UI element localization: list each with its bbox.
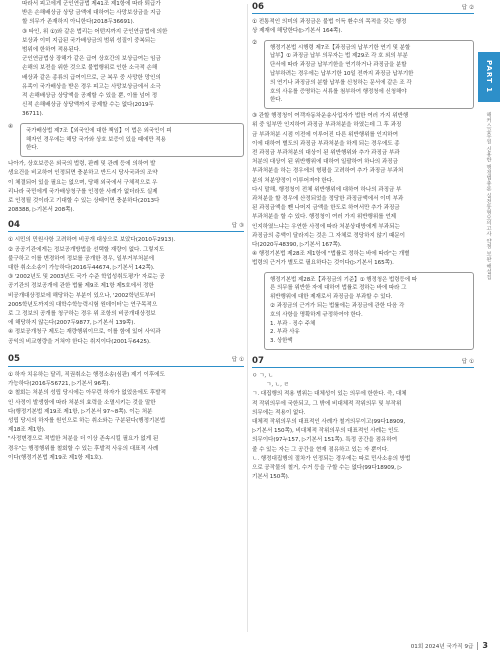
q05-body [8, 371, 244, 463]
text-line: 배상과 같은 종류의 급여이므로, 군 복무 중 사망한 망인의 [22, 74, 161, 81]
law-box-line: 납부】① 과징금 납부 의무자는 법 제29조 각 호 외의 부분 [270, 53, 408, 60]
q07-answer: 답 ① [461, 358, 474, 365]
text-line: 인 사정이 발생함에 따라 처분의 효력을 소멸시키는 것을 말한 [8, 399, 156, 406]
law-box-line: 행정기본법 제28조【과징금의 기준】① 행정청은 법령등에 따 [270, 276, 417, 283]
text-line: 이에 대하여 별도의 과징금 부과처분을 하게 되는 경우에도 종 [252, 140, 400, 147]
text-line: 에 해당하지 않는다(2007두9877, ▷기본서 139쪽). [8, 320, 136, 327]
text-line: ② 공공기관에게는 정보공개방법을 선택할 재량이 없다. 그렇지도 [8, 246, 165, 253]
text-line: 이 체결되어 있을 필요는 없으며, 당해 외국에서 구체적으로 우 [8, 179, 158, 186]
q04-body [8, 236, 244, 346]
text-line: 처분의 대상이 된 위반행위에 대하여 일괄하여 하나의 과징금 [252, 159, 398, 166]
q06-item2-marker: ② [252, 40, 257, 47]
part-tab [478, 52, 500, 102]
text-line: 범위에 한하여 적용된다. [22, 47, 81, 54]
text-line: 2005학년도까지의 대학수학능력시험 원데이터'는 연구목적으 [8, 301, 158, 308]
text-line: ③ '2002년도 및 2003년도 국가 수준 학업성취도평가' 자료는 공 [8, 274, 165, 281]
text-line: 보상과 이미 지급된 국가배상금의 범위 성질이 중복되는 [22, 37, 156, 44]
text-line: 불구하고 이를 변경하여 정보를 공개한 경우, 일부거부처분에 [8, 255, 154, 262]
q06-header [252, 0, 474, 14]
text-line: 208388, ▷기본서 208쪽). [8, 207, 75, 214]
side-book-title [483, 112, 495, 302]
law-box-line: 의 연기나 과징금의 분할 납부를 신청하는 문서에 같은 조 각 [270, 79, 412, 86]
text-line: ㄴ. 행정대집행의 절차가 인정되는 경우에는 따로 민사소송의 방법 [252, 455, 411, 462]
text-line: 유족이 국가배상을 받은 경우 피고는 사망보상금에서 소극 [22, 83, 161, 90]
law-box-line: 한다. [26, 145, 39, 152]
text-line: 전 과징금 부과처분의 대상이 된 위반행위와 추가 과징금 부과 [252, 150, 400, 156]
text-line: ① 시민의 민원사항 고려하여 비공개 대상으로 보았다(2010두2913). [8, 237, 176, 244]
text-line: 로 그 정보의 공개를 청구하는 경우 위 조항의 비공개대상정보 [8, 311, 156, 318]
q06-item2 [252, 39, 474, 109]
text-line: 손해의 보전을 위한 것으로 불법행위로 인한 소극적 손해 [22, 65, 158, 72]
law-box-line: 2. 부과 사유 [270, 329, 300, 336]
text-line: ③ 타인, 위 ①)와 같은 법리는 어떤지까지 군인연금법에 의한 [22, 28, 168, 35]
text-line: 군인연금법상 장해가 같은 급여 상호간의 보상급여는 임금 [22, 56, 161, 63]
page-number: 3 [482, 641, 488, 650]
left-column [8, 0, 244, 466]
q04-answer: 답 ③ [231, 222, 244, 229]
footer-label: 01회 2024년 국가직 9급 [410, 643, 474, 650]
text-line: ▷기본서 150쪽), 비대체적 작위의무의 대표적인 사례는 인도 [252, 428, 399, 435]
text-line: 인지하였느냐는 우연한 사정에 따라 처분상대방에게 부과되는 [252, 223, 400, 230]
text-line: ④ 행정기본법 제28조 제1항에 "법률로 정하는 바에 따라"는 개별 [252, 251, 410, 258]
law-box-line: ② 과징금의 근거가 되는 법률에는 과징금에 관한 다음 각 [270, 303, 405, 310]
law-box-line: 른 의무를 위반한 자에 대하여 법률로 정하는 바에 따라 그 [270, 285, 407, 292]
law-box-line: 국가배상법 제7조【외국인에 대한 책임】이 법은 외국인이 피 [26, 127, 172, 134]
q07-number: 07 [252, 355, 264, 366]
text-line: 가능하다(2016두56721, ▷기본서 96쪽). [8, 381, 111, 388]
q03-item4 [8, 123, 244, 158]
q07-body [252, 390, 474, 482]
law-box-line: 1. 부과 · 징수 주체 [270, 320, 316, 327]
text-line: 의무에는 적용이 없다. [252, 409, 306, 416]
right-column [252, 0, 474, 485]
text-line: 나아가, 상호보증은 외국의 법령, 판례 및 관례 등에 의하여 발 [8, 161, 156, 168]
text-line: 금 부과처분 시점 이전에 이루어진 다른 위반행위를 인지하여 [252, 131, 398, 138]
footer-divider [477, 642, 478, 650]
law-box-line: 행정기본법 시행령 제7조【과징금의 납부기한 연기 및 분할 [270, 44, 411, 51]
text-line: 과징금의 총액이 달라지는 것은 그 자체로 정당하지 않기 때문이 [252, 232, 406, 239]
text-line: 성립 당시의 하자를 원인으로 하는 취소와는 구분된다(행정기본법 [8, 417, 166, 424]
q06-answer: 답 ② [461, 4, 474, 11]
item4-marker: ④ [8, 123, 13, 130]
text-line: 받은 손해배상금 상당 금액에 대하여는 사망보상금을 지급 [22, 10, 161, 17]
law-box-article28 [264, 272, 474, 350]
text-line: 비공개대상정보에 해당하는 부분이 있으나, '2002학년도부터 [8, 292, 156, 299]
text-line: 위 중 일부만 인지하여 과징금 부과처분을 하였는데 그 후 과징 [252, 122, 402, 129]
q07-selected: ㅇ ㄱ, ㄴ [252, 373, 274, 380]
text-line: 다(행정기본법 제19조 제1항, ▷기본서 97~8쪽). 이는 처분 [8, 408, 153, 415]
text-line: 제18조 제1항). [8, 427, 46, 434]
q06-item1 [252, 18, 474, 36]
law-box-decree-article7 [264, 40, 474, 110]
law-box-line: 납부하려는 경우에는 납부기한 10일 전까지 과징금 납부기한 [270, 71, 414, 77]
law-box-line: 단서에 따라 과징금 납부기한을 연기하거나 과징금을 분할 [270, 62, 407, 69]
q07-sub: ㄱ, ㄴ, ㄹ [266, 382, 289, 389]
text-line: 따라서 피고에게 군인연금법 제41조 제1항에 따라 퇴급가 [22, 1, 161, 7]
text-line: 경우"는 행정행위를 철회할 수 있는 후발적 사유의 대표적 사례 [8, 445, 159, 452]
text-line: ① 하자 치유하는 달리, 직권취소는 행정소송(심판) 제기 이후에도 [8, 371, 165, 378]
law-box-line: 해자인 경우에는 해당 국가와 상호 보증이 있을 때에만 적용 [26, 136, 166, 143]
text-line: 리나라 국민에게 국가배상청구를 인정한 사례가 없더라도 실제 [8, 188, 158, 195]
text-line: 36711). [22, 111, 44, 118]
law-box-line: 호의 사항을 명확하게 규정하여야 한다. [270, 311, 363, 318]
text-line: 된 과징금액을 뺀 나머지 금액을 한도로 하여서만 추가 과징금 [252, 205, 400, 212]
text-line: 법령의 근거가 별도로 필요하다는 것이다(▷기본서 165쪽). [252, 260, 394, 267]
law-box-line: 3. 상한액 [270, 338, 293, 345]
text-line: ④ 정보공개청구 제도는 재량행위이므로, 이를 함에 있어 사익과 [8, 329, 161, 336]
q07-header [252, 354, 474, 368]
law-box-line: 한다. [270, 97, 283, 104]
column-divider [247, 4, 248, 632]
text-line: 분의 처분양정이 이루어져야 한다. [252, 177, 334, 184]
q06-item3-4 [252, 112, 474, 268]
q05-header [8, 353, 244, 367]
text-line: 대체적 작위의무의 대표적인 사례가 철거의무이고(99다18909, [252, 419, 406, 426]
q06-number: 06 [252, 1, 264, 12]
text-line: 이다(행정기본법 제19조 제1항 제1호). [8, 454, 103, 461]
law-box-line: 위반행위에 대한 제재로서 과징금을 부과할 수 있다. [270, 294, 393, 301]
q03-explanation [8, 160, 244, 215]
q04-number: 04 [8, 219, 20, 230]
q05-number: 05 [8, 354, 20, 365]
text-line: 부과처분을 할 수 있다. 행정청이 여러 가지 위반행위를 언제 [252, 214, 397, 221]
side-book-title-text: 해커스공무원 신용한 행정법총론 실전동형모의고사 약점 보완 해설집 [485, 112, 492, 280]
text-line: 기본서 150쪽). [252, 474, 290, 481]
text-line: 로 인정될 것이라고 기대할 수 있는 상태이면 충분하다(2013다 [8, 198, 160, 205]
law-box-article7 [20, 123, 244, 157]
text-line: ㄱ. 대집행의 적용 범위는 대체성이 있는 의무에 한한다. 즉, 대체 [252, 391, 407, 398]
text-line: 적 작위의무에 국한되고, 그 밖에 비대체적 작위의무 및 부작위 [252, 400, 402, 407]
text-line: "사정변경으로 적법한 처분을 더 이상 존속시킬 필요가 없게 된 [8, 436, 159, 443]
text-line: 의무이다(97누157, ▷기본서 151쪽). 특정 공간을 점유하여 [252, 437, 398, 444]
text-line: 다(2020두48390, ▷기본서 167쪽). [252, 242, 342, 249]
text-line: 신적 손해배상금 상당액까지 공제할 수는 없다(2019두 [22, 102, 154, 109]
text-line: 할 의무가 존재하지 아니한다(2018두36691). [22, 19, 135, 26]
text-line: ③ 관할 행정청이 여객자동차운송사업자가 법한 여러 가지 위반행 [252, 113, 409, 120]
text-line: 줄 수 있는 자는 그 공간을 현재 점유하고 있는 자 뿐이다. [252, 446, 389, 453]
text-line: 생요건을 비교하여 인정되면 충분하고 반드시 당사국과의 조약 [8, 170, 158, 177]
text-line: 으로 공작물의 철거, 수거 등을 구할 수는 없다(99다18909, ▷ [252, 465, 402, 472]
part-tab-label: PART 1 [485, 60, 493, 94]
text-line: 대한 취소소송이 가능하다(2016두44674, ▷기본서 142쪽). [8, 265, 155, 272]
text-line: 상 제재에 해당한다(▷기본서 164쪽). [252, 28, 343, 35]
q05-answer: 답 ① [231, 357, 244, 364]
text-line: 적 손해배상금 상당액을 공제할 수 있을 뿐, 이를 넘어 정 [22, 93, 158, 100]
law-box-line: 호의 사유를 증명하는 서류를 첨부하여 행정청에 신청해야 [270, 88, 407, 95]
text-line: 다시 말해, 행정청이 전체 위반행위에 대하여 하나의 과징금 부 [252, 186, 402, 193]
text-line: 부과처분을 하는 경우에의 형평을 고려하여 추가 과징금 부과처 [252, 168, 404, 175]
text-line: 과처분을 할 경우에 산정되었을 정당한 과징금액에서 이미 부과 [252, 196, 404, 203]
q03-continuation [8, 0, 244, 120]
q04-header [8, 218, 244, 232]
text-line: 공기관의 정보공개에 관한 법률 제9조 제1항 제5호에서 정한 [8, 283, 154, 290]
text-line: 공익의 비교형량을 거쳐야 한다는 취지이다(2001두6425). [8, 338, 151, 345]
text-line: ② 철회는 처분의 성립 당시에는 아무런 하자가 없었음에도 후발적 [8, 390, 166, 397]
text-line: ① 전통적인 의미의 과징금은 불법 이득 환수의 목적을 갖는 행정 [252, 19, 407, 25]
page-footer [411, 641, 488, 650]
